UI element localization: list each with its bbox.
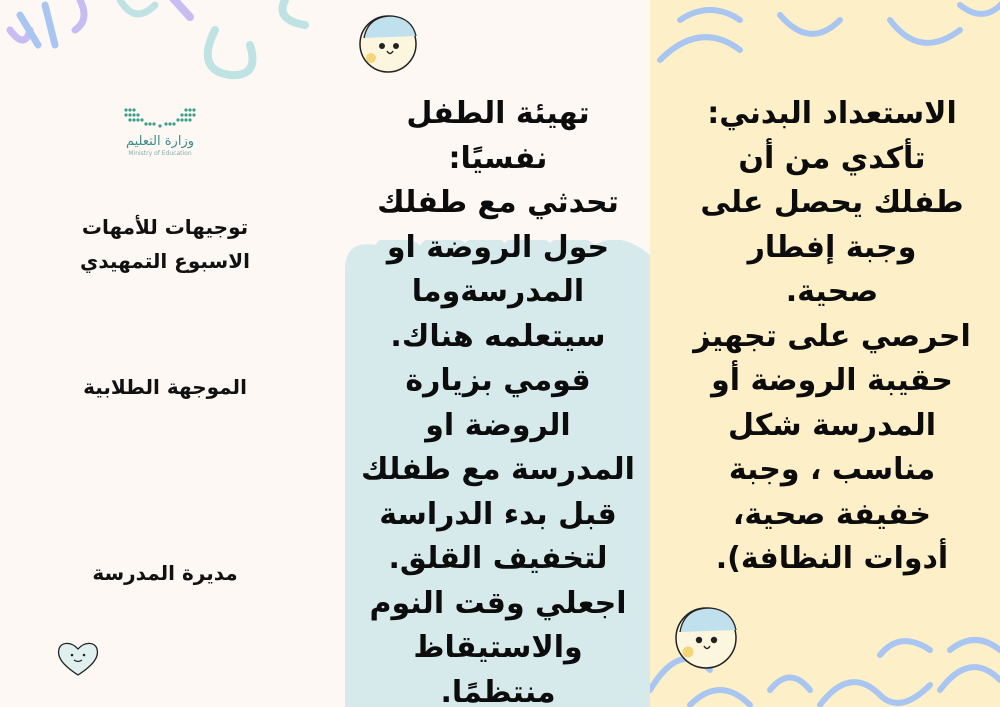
smiling-face-icon-bottom [672,602,740,672]
middle-line: المدرسة مع طفلك [361,452,635,487]
middle-line: قبل بدء الدراسة [379,496,617,532]
right-line: المدرسة شكل [727,407,937,443]
title-line-1: توجيهات للأمهات [81,215,249,239]
middle-line: المدرسةوما [411,274,585,309]
squiggle-decoration-top-left [0,0,330,110]
middle-line: سيتعلمه هناك. [390,318,606,354]
title-line-2: الاسبوع التمهيدي [80,249,250,273]
right-line: مناسب ، وجبة [728,452,936,487]
physical-preparation-text [682,92,982,582]
right-line: احرصي على تجهيز [693,318,971,354]
ministry-logo-dots-icon [120,106,200,128]
right-line: طفلك يحصل على [700,185,964,220]
heart-face-icon [55,640,101,678]
left-panel [0,0,330,707]
school-principal-label: مديرة المدرسة [92,561,238,585]
middle-line: قومي بزيارة [405,363,591,398]
middle-line: اجعلي وقت النوم [369,585,627,621]
middle-line: منتظمًا. [440,674,556,707]
ministry-logo [110,106,210,157]
psychological-preparation-text [356,92,640,707]
ministry-name-english: Ministry of Education [128,150,192,157]
right-line: خفيفة صحية، [732,496,932,532]
right-line: وجبة إفطار [747,229,917,265]
brochure-title [20,210,310,278]
student-counselor-label: الموجهة الطلابية [83,375,247,399]
right-line: تأكدي من أن [738,140,926,176]
middle-line: لتخفيف القلق. [388,541,608,576]
middle-line: الروضة او [425,407,571,443]
middle-line: تهيئة الطفل نفسيًا: [406,96,590,176]
right-line: الاستعداد البدني: [707,96,957,131]
right-line: صحية. [785,274,879,309]
smiling-face-icon-top [356,10,420,76]
middle-line: حول الروضة او [386,229,610,265]
ministry-name-arabic: وزارة التعليم [125,134,195,149]
middle-line: تحدثي مع طفلك [377,185,619,220]
right-line: أدوات النظافة). [715,541,949,576]
middle-line: والاستيقاظ [413,630,583,665]
right-line: حقيبة الروضة أو [711,363,953,398]
